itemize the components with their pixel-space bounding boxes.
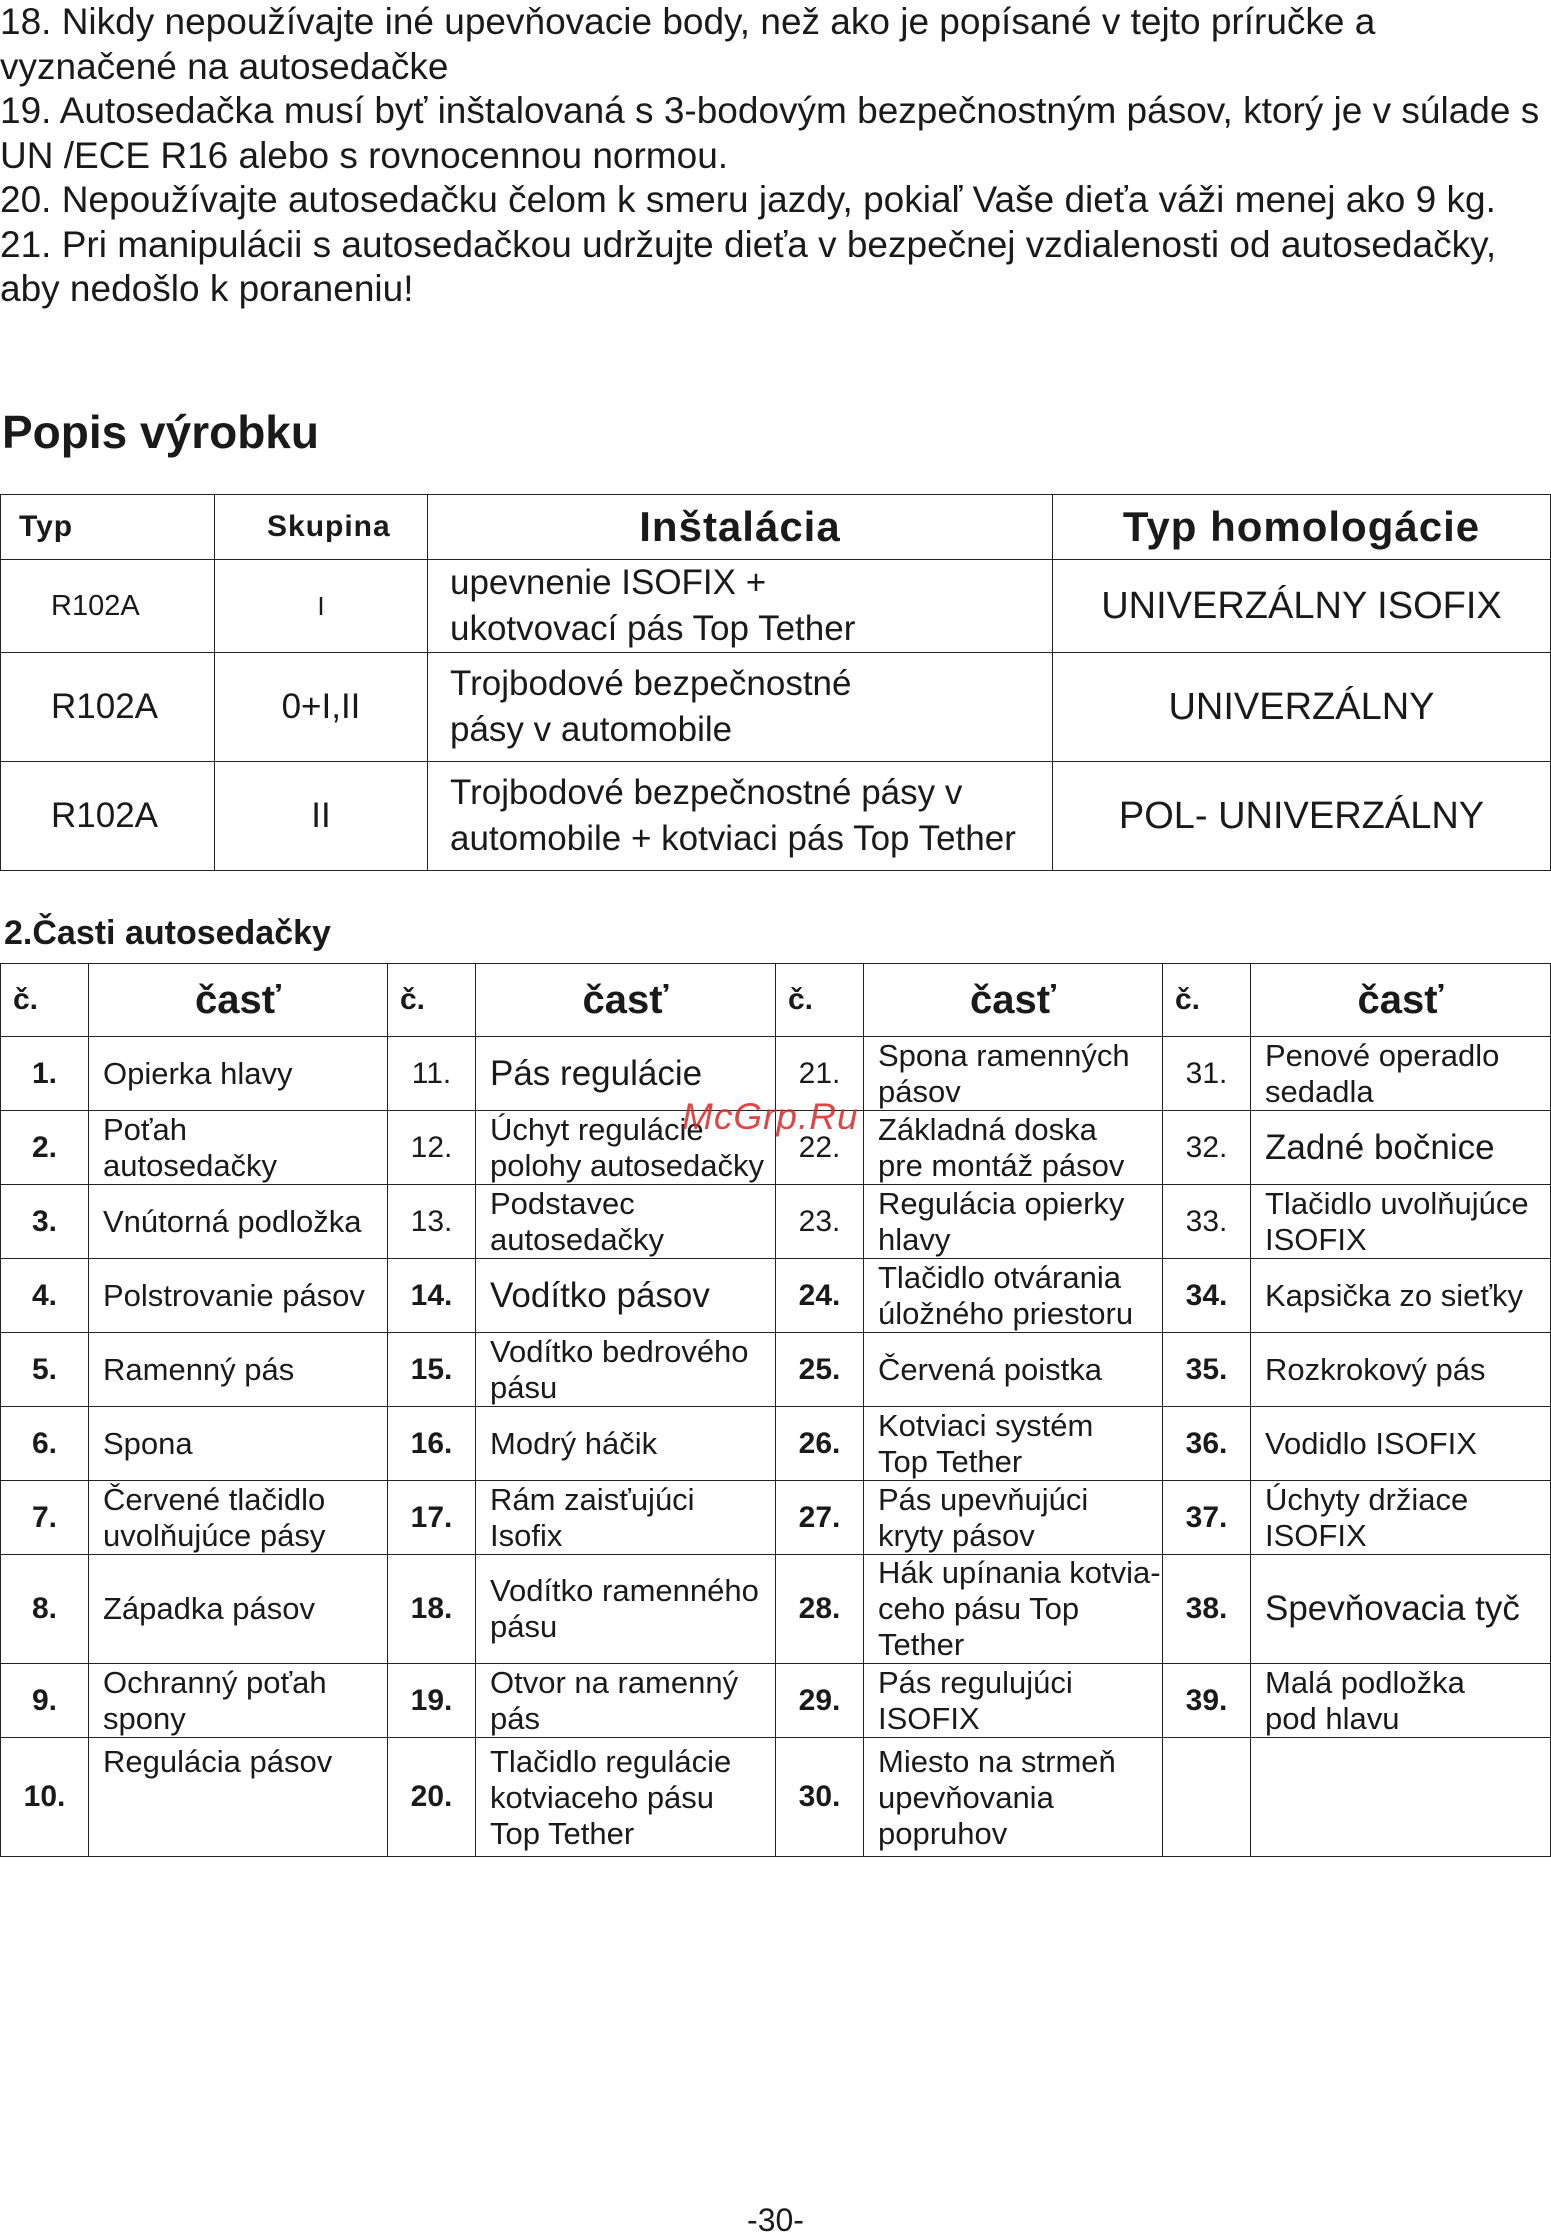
header-homologacia: Typ homologácie (1053, 495, 1551, 560)
part-name: Regulácia opierky hlavy (864, 1185, 1163, 1259)
parts-table-row (1, 1259, 1551, 1333)
part-number: 39. (1163, 1664, 1251, 1738)
header-part: časť (864, 964, 1163, 1037)
part-number: 20. (388, 1738, 476, 1857)
part-number: 2. (1, 1111, 89, 1185)
cell-instalacia: Trojbodové bezpečnostné pásy v automobile + kotviaci pás Top Tether (428, 762, 1053, 871)
part-name: Penové operadlo sedadla (1251, 1037, 1551, 1111)
parts-section-title: 2.Časti autosedačky (4, 914, 331, 952)
part-name: Spona (89, 1407, 388, 1481)
product-description-title: Popis výrobku (2, 406, 319, 458)
part-number: 12. (388, 1111, 476, 1185)
parts-table-header (1, 964, 1551, 1037)
part-name: Úchyty držiace ISOFIX (1251, 1481, 1551, 1555)
part-number: 5. (1, 1333, 89, 1407)
part-number: 24. (776, 1259, 864, 1333)
part-number: 17. (388, 1481, 476, 1555)
header-part: časť (1251, 964, 1551, 1037)
part-name: Ramenný pás (89, 1333, 388, 1407)
parts-table-row (1, 1185, 1551, 1259)
product-row (1, 560, 1551, 653)
part-name: Otvor na ramenný pás (476, 1664, 776, 1738)
part-name: Základná doska pre montáž pásov (864, 1111, 1163, 1185)
parts-table-row (1, 1738, 1551, 1857)
part-name: Podstavec autosedačky (476, 1185, 776, 1259)
product-row (1, 653, 1551, 762)
part-name: Úchyt regulácie polohy autosedačky (476, 1111, 776, 1185)
instruction-20: 20. Nepoužívajte autosedačku čelom k smeru jazdy, pokiaľ Vaše dieťa váži menej ako 9 kg. (0, 179, 1496, 220)
part-name: Pás regulujúci ISOFIX (864, 1664, 1163, 1738)
part-name: Červené tlačidlo uvolňujúce pásy (89, 1481, 388, 1555)
cell-homologacia: UNIVERZÁLNY (1053, 653, 1551, 762)
part-number: 19. (388, 1664, 476, 1738)
header-number: č. (388, 964, 476, 1037)
cell-skupina: I (215, 560, 428, 653)
intro-text (0, 0, 1545, 312)
product-table-header (1, 495, 1551, 560)
instruction-21: 21. Pri manipulácii s autosedačkou udržujte dieťa v bezpečnej vzdialenosti od autosedačky, aby nedošlo k poraneniu! (0, 223, 1497, 309)
watermark: McGrp.Ru (682, 1096, 859, 1137)
part-name: Vodítko pásov (476, 1259, 776, 1333)
part-name: Zadné bočnice (1251, 1111, 1551, 1185)
part-name: Polstrovanie pásov (89, 1259, 388, 1333)
part-number: 27. (776, 1481, 864, 1555)
part-number: 28. (776, 1555, 864, 1664)
part-number: 4. (1, 1259, 89, 1333)
part-name: Spona ramenných pásov (864, 1037, 1163, 1111)
part-name: Vodidlo ISOFIX (1251, 1407, 1551, 1481)
part-name: Miesto na strmeň upevňovania popruhov (864, 1738, 1163, 1857)
part-name: Opierka hlavy (89, 1037, 388, 1111)
part-number: 30. (776, 1738, 864, 1857)
header-instalacia: Inštalácia (428, 495, 1053, 560)
parts-table-row (1, 1407, 1551, 1481)
part-number: 16. (388, 1407, 476, 1481)
cell-homologacia: POL- UNIVERZÁLNY (1053, 762, 1551, 871)
part-number: 35. (1163, 1333, 1251, 1407)
cell-instalacia: Trojbodové bezpečnostné pásy v automobile (428, 653, 1053, 762)
instruction-18: 18. Nikdy nepoužívajte iné upevňovacie body, než ako je popísané v tejto príručke a vyznačené na autosedačke (0, 1, 1376, 87)
part-name: Rozkrokový pás (1251, 1333, 1551, 1407)
part-number: 9. (1, 1664, 89, 1738)
part-name: Vodítko ramenného pásu (476, 1555, 776, 1664)
header-number: č. (1163, 964, 1251, 1037)
part-number: 13. (388, 1185, 476, 1259)
part-name: Hák upínania kotvia- ceho pásu Top Tether (864, 1555, 1163, 1664)
parts-table-row (1, 1481, 1551, 1555)
part-number (1163, 1738, 1251, 1857)
header-part: časť (476, 964, 776, 1037)
part-number: 3. (1, 1185, 89, 1259)
part-number: 34. (1163, 1259, 1251, 1333)
cell-typ: R102A (1, 762, 215, 871)
part-name: Pás upevňujúci kryty pásov (864, 1481, 1163, 1555)
parts-table-row (1, 1333, 1551, 1407)
part-number: 25. (776, 1333, 864, 1407)
part-name: Poťah autosedačky (89, 1111, 388, 1185)
cell-homologacia: UNIVERZÁLNY ISOFIX (1053, 560, 1551, 653)
part-number: 8. (1, 1555, 89, 1664)
parts-table-row (1, 1664, 1551, 1738)
part-name: Západka pásov (89, 1555, 388, 1664)
part-number: 26. (776, 1407, 864, 1481)
parts-table-row (1, 1555, 1551, 1664)
part-number: 37. (1163, 1481, 1251, 1555)
page-number: -30- (747, 2202, 804, 2238)
part-name: Rám zaisťujúci Isofix (476, 1481, 776, 1555)
header-typ: Typ (1, 495, 215, 560)
part-name: Kapsička zo sieťky (1251, 1259, 1551, 1333)
part-number: 38. (1163, 1555, 1251, 1664)
part-number: 32. (1163, 1111, 1251, 1185)
part-number: 15. (388, 1333, 476, 1407)
part-number: 1. (1, 1037, 89, 1111)
part-number: 18. (388, 1555, 476, 1664)
product-table (0, 494, 1551, 871)
part-name: Pás regulácie (476, 1037, 776, 1111)
part-number: 10. (1, 1738, 89, 1857)
cell-skupina: 0+I,II (215, 653, 428, 762)
cell-instalacia: upevnenie ISOFIX + ukotvovací pás Top Tether (428, 560, 1053, 653)
part-name: Regulácia pásov (89, 1738, 388, 1857)
header-number: č. (1, 964, 89, 1037)
part-number: 23. (776, 1185, 864, 1259)
cell-typ: R102A (1, 560, 215, 653)
part-name: Kotviaci systém Top Tether (864, 1407, 1163, 1481)
part-name: Červená poistka (864, 1333, 1163, 1407)
part-number: 31. (1163, 1037, 1251, 1111)
part-name: Vnútorná podložka (89, 1185, 388, 1259)
part-number: 11. (388, 1037, 476, 1111)
part-number: 7. (1, 1481, 89, 1555)
part-name (1251, 1738, 1551, 1857)
header-number: č. (776, 964, 864, 1037)
part-number: 14. (388, 1259, 476, 1333)
parts-table-body (1, 1037, 1551, 1857)
part-number: 33. (1163, 1185, 1251, 1259)
part-number: 36. (1163, 1407, 1251, 1481)
instruction-19: 19. Autosedačka musí byť inštalovaná s 3-bodovým bezpečnostným pásov, ktorý je v súlade s UN /ECE R16 alebo s rovnocennou normou. (0, 90, 1540, 176)
part-number: 22. (776, 1111, 864, 1185)
part-name: Modrý háčik (476, 1407, 776, 1481)
part-number: 29. (776, 1664, 864, 1738)
part-number: 21. (776, 1037, 864, 1111)
part-number: 6. (1, 1407, 89, 1481)
header-part: časť (89, 964, 388, 1037)
cell-skupina: II (215, 762, 428, 871)
part-name: Spevňovacia tyč (1251, 1555, 1551, 1664)
part-name: Vodítko bedrového pásu (476, 1333, 776, 1407)
cell-typ: R102A (1, 653, 215, 762)
part-name: Tlačidlo regulácie kotviaceho pásu Top Tether (476, 1738, 776, 1857)
part-name: Ochranný poťah spony (89, 1664, 388, 1738)
header-skupina: Skupina (215, 495, 428, 560)
product-row (1, 762, 1551, 871)
part-name: Malá podložka pod hlavu (1251, 1664, 1551, 1738)
part-name: Tlačidlo otvárania úložného priestoru (864, 1259, 1163, 1333)
part-name: Tlačidlo uvolňujúce ISOFIX (1251, 1185, 1551, 1259)
